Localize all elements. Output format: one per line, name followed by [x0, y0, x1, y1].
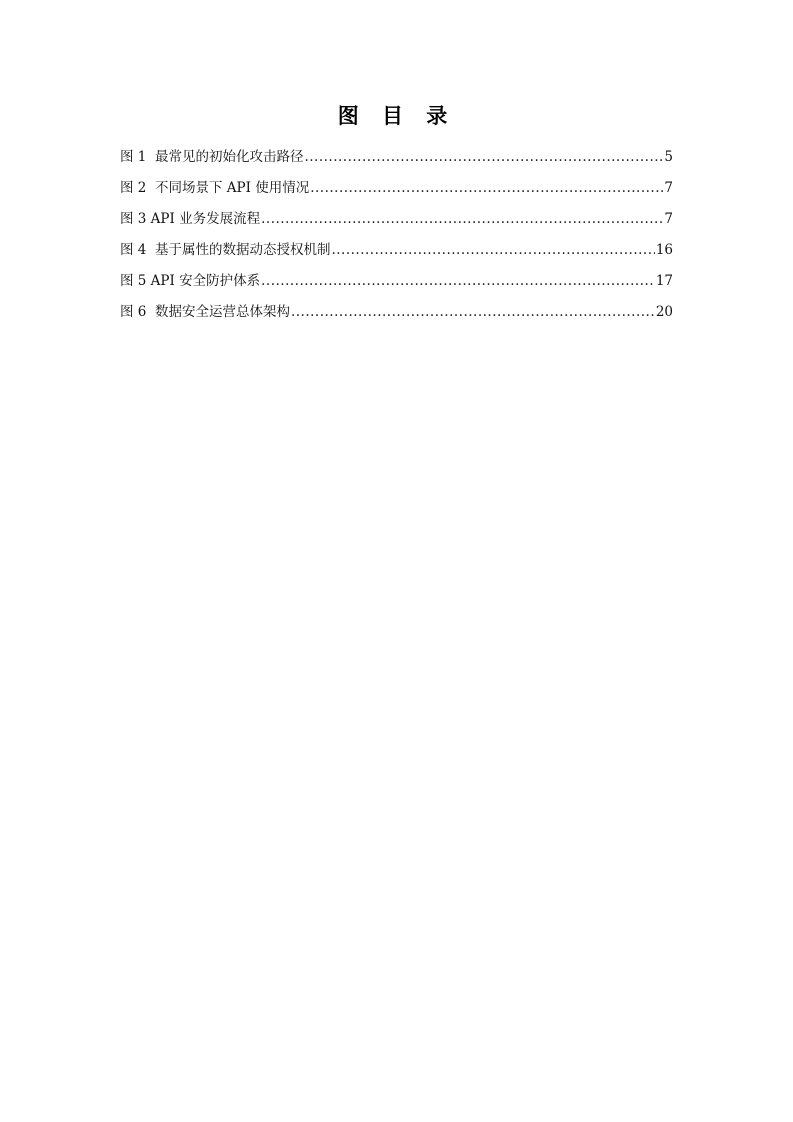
toc-entry[interactable] [120, 204, 673, 235]
toc-entry-page: 20 [655, 304, 673, 320]
toc-entry-label: 图 4 基于属性的数据动态授权机制 [120, 242, 331, 258]
page-title: 图 目 录 [337, 104, 456, 128]
dot-leader [291, 297, 655, 328]
dot-leader [304, 142, 663, 173]
toc-entry[interactable] [120, 142, 673, 173]
toc-entry-page: 7 [664, 180, 673, 196]
toc-entry[interactable] [120, 266, 673, 297]
toc-entry-page: 16 [655, 242, 673, 258]
toc-entry[interactable] [120, 297, 673, 328]
toc-entry-label: 图 3 API 业务发展流程 [120, 211, 261, 227]
toc-entry-label: 图 1 最常见的初始化攻击路径 [120, 149, 304, 165]
dot-leader [261, 204, 663, 235]
toc-entry-label: 图 6 数据安全运营总体架构 [120, 304, 290, 320]
figure-list [120, 142, 673, 328]
toc-entry-label: 图 2 不同场景下 API 使用情况 [120, 180, 310, 196]
toc-entry[interactable] [120, 173, 673, 204]
dot-leader [331, 235, 654, 266]
toc-entry-page: 7 [664, 211, 673, 227]
dot-leader [261, 266, 655, 297]
toc-entry-page: 5 [664, 149, 673, 165]
toc-entry-label: 图 5 API 安全防护体系 [120, 273, 261, 289]
toc-entry-page: 17 [655, 273, 673, 289]
toc-entry[interactable] [120, 235, 673, 266]
dot-leader [310, 173, 663, 204]
